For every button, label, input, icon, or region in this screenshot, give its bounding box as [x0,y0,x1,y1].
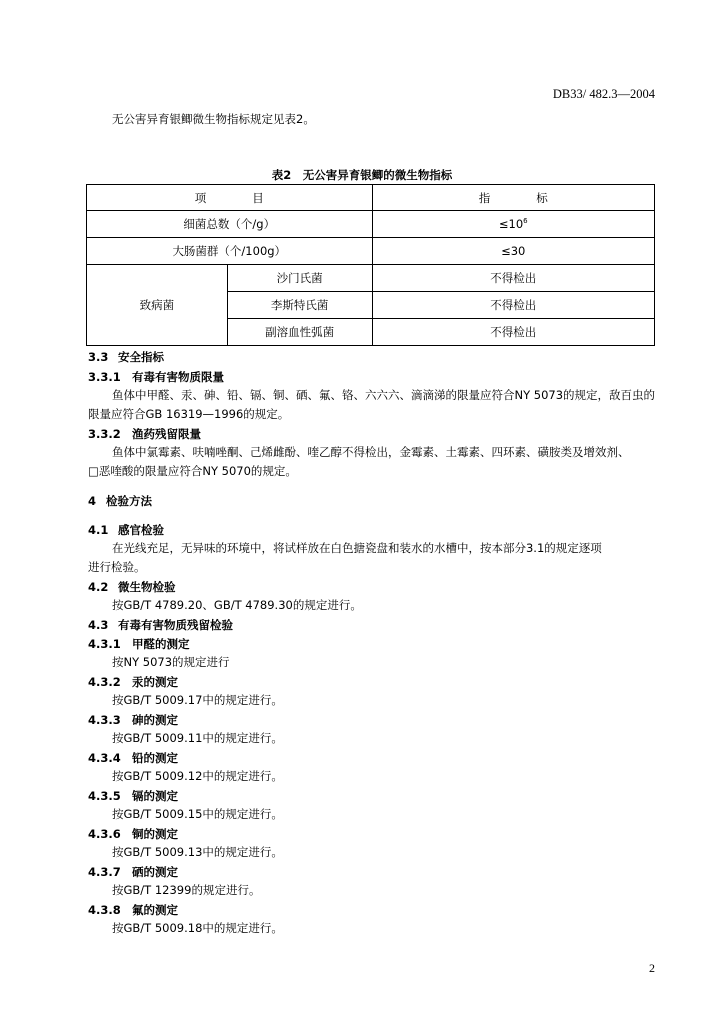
section-4-1-line2: 进行检验。 [88,560,146,574]
subsection-heading: 4.3.2 汞的测定 [88,675,178,689]
row-label-pathogens: 致病菌 [87,265,228,346]
pathogen-name: 副溶血性弧菌 [227,319,372,346]
subsection-body: 按GB/T 5009.12中的规定进行。 [112,769,283,783]
section-4-heading: 4 检验方法 [88,494,152,508]
row-label-total-bacteria: 细菌总数（个/g） [87,211,373,238]
pathogen-name: 李斯特氏菌 [227,292,372,319]
column-header-item: 项 目 [87,185,373,211]
section-4-2-body: 按GB/T 4789.20、GB/T 4789.30的规定进行。 [112,598,362,612]
pathogen-value: 不得检出 [372,265,655,292]
subsection-body: 按GB/T 5009.13中的规定进行。 [112,845,283,859]
pathogen-value: 不得检出 [372,319,655,346]
section-3-3-2-line1: 鱼体中氯霉素、呋喃唑酮、己烯雌酚、喹乙醇不得检出，金霉素、土霉素、四环素、磺胺类及增效剂、 [112,445,630,459]
section-3-3-heading: 3.3 安全指标 [88,350,164,364]
section-3-3-2-line2: □恶喹酸的限量应符合NY 5070的规定。 [88,464,297,478]
section-4-3-heading: 4.3 有毒有害物质残留检验 [88,618,233,632]
row-label-coliforms: 大肠菌群（个/100g） [87,238,373,265]
section-3-3-1-heading: 3.3.1 有毒有害物质限量 [88,370,224,384]
column-header-index: 指 标 [372,185,655,211]
subsection-heading: 4.3.8 氟的测定 [88,903,178,917]
subsection-heading: 4.3.7 硒的测定 [88,865,178,879]
subsection-body: 按GB/T 5009.15中的规定进行。 [112,807,283,821]
section-3-3-1-line2: 限量应符合GB 16319—1996的规定。 [88,407,290,421]
subsection-heading: 4.3.1 甲醛的测定 [88,637,190,651]
subsection-body: 按GB/T 5009.17中的规定进行。 [112,693,283,707]
pathogen-name: 沙门氏菌 [227,265,372,292]
subsection-heading: 4.3.6 铜的测定 [88,827,178,841]
subsection-body: 按GB/T 5009.11中的规定进行。 [112,731,283,745]
subsection-heading: 4.3.3 砷的测定 [88,713,178,727]
row-value-total-bacteria: $\le 10^6$ [372,211,655,238]
subsection-body: 按NY 5073的规定进行 [112,655,230,669]
section-4-1-heading: 4.1 感官检验 [88,523,164,537]
table-title: 表2 无公害异育银鲫的微生物指标 [271,168,453,182]
section-4-2-heading: 4.2 微生物检验 [88,580,176,594]
subsection-heading: 4.3.5 镉的测定 [88,789,178,803]
intro-text: 无公害异育银鲫微生物指标规定见表2。 [112,112,315,126]
section-3-3-1-line1: 鱼体中甲醛、汞、砷、铅、镉、铜、硒、氟、铬、六六六、滴滴涕的限量应符合NY 5073的规定，敌百虫的 [112,388,656,402]
subsection-body: 按GB/T 5009.18中的规定进行。 [112,921,283,935]
microbial-index-table [86,184,655,346]
section-4-1-line1: 在光线充足，无异味的环境中，将试样放在白色搪瓷盘和装水的水槽中，按本部分3.1的规定逐项 [112,541,602,555]
row-value-coliforms: ≤30 [372,238,655,265]
page-number: 2 [649,961,655,975]
subsection-heading: 4.3.4 铅的测定 [88,751,178,765]
document-code: DB33/ 482.3—2004 [552,87,655,101]
pathogen-value: 不得检出 [372,292,655,319]
subsection-body: 按GB/T 12399的规定进行。 [112,883,261,897]
section-3-3-2-heading: 3.3.2 渔药残留限量 [88,427,201,441]
